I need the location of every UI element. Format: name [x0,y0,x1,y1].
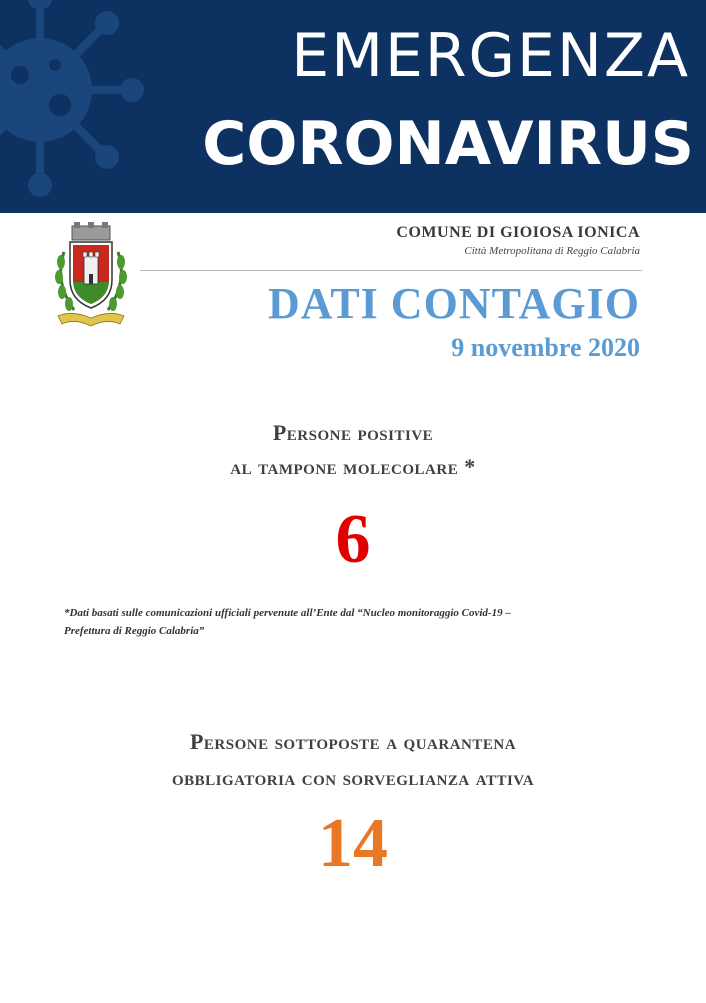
banner-line-2: CORONAVIRUS [202,109,694,179]
quarantine-label-2: obbligatoria con sorveglianza attiva [171,765,535,790]
header-divider [140,270,642,271]
banner-line-1: EMERGENZA [291,21,690,91]
page-title: DATI CONTAGIO [268,279,640,328]
footnote-line-2: Prefettura di Reggio Calabria” [64,625,205,637]
footnote [64,604,640,640]
municipality-name: COMUNE DI GIOIOSA IONICA [396,224,640,241]
quarantine-label-1: Persone sottoposte a quarantena [189,729,517,754]
virus-icon [0,0,160,213]
positives-count: 6 [335,501,371,578]
positives-label-2: al tampone molecolare * [230,454,476,479]
quarantine-count: 14 [318,805,388,882]
coat-of-arms-icon [52,222,130,330]
header-banner [0,0,706,213]
positives-label-1: Persone positive [272,420,434,445]
footnote-line-1: *Dati basati sulle comunicazioni ufficiali pervenute all’Ente dal “Nucleo monitoraggio Covid-19 – [64,607,511,619]
report-date: 9 novembre 2020 [451,333,640,362]
municipality-subtitle: Città Metropolitana di Reggio Calabria [464,245,640,257]
